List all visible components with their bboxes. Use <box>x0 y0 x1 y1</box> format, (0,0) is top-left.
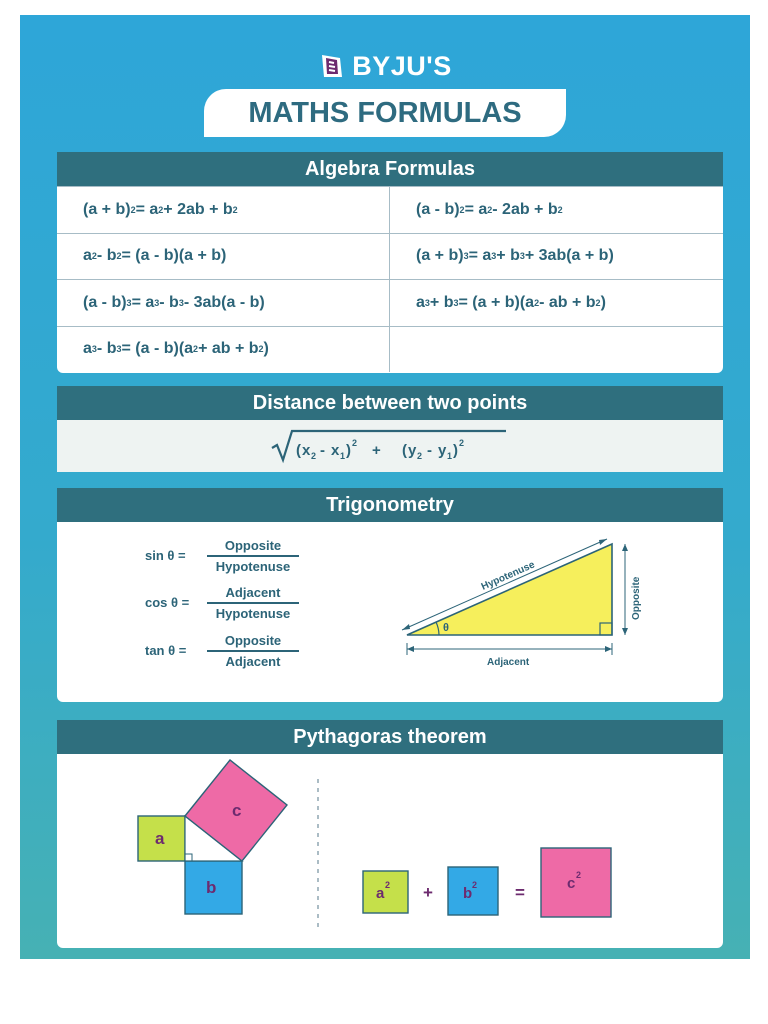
plus-sign: + <box>423 883 433 902</box>
algebra-formula: a 3 - b 3 = (a - b)(a 2 + ab + b 2 ) <box>57 326 390 373</box>
algebra-formula: (a + b) 2 = a 2 + 2ab + b 2 <box>57 186 390 233</box>
y-power: 2 <box>459 438 465 448</box>
distance-heading: Distance between two points <box>57 386 723 420</box>
paren-open: ( <box>296 442 301 459</box>
arrow-head <box>402 624 410 630</box>
right-triangle <box>407 544 612 635</box>
cos-label: cos θ = <box>145 595 190 611</box>
tan-fraction <box>207 633 299 669</box>
cos-denominator: Hypotenuse <box>215 605 291 621</box>
b-squared-power: 2 <box>472 880 478 890</box>
paren-open: ( <box>402 442 407 459</box>
opposite-label: Opposite <box>631 576 642 620</box>
y2-subscript: 2 <box>417 451 423 461</box>
algebra-formula: (a + b) 3 = a 3 + b 3 + 3ab(a + b) <box>390 233 723 280</box>
minus-sign: - <box>320 442 325 459</box>
theta-label: θ <box>443 622 449 634</box>
distance-formula <box>57 420 723 472</box>
pythagoras-heading: Pythagoras theorem <box>57 720 723 754</box>
trigonometry-section <box>57 488 723 702</box>
a-squared-base: a <box>376 885 385 902</box>
distance-section <box>57 386 723 472</box>
c-squared-box <box>541 848 611 917</box>
algebra-section <box>57 152 723 373</box>
label-a: a <box>155 829 165 848</box>
algebra-formula: a 3 + b 3 = (a + b)(a 2 - ab + b 2 ) <box>390 279 723 326</box>
byjus-logo-icon <box>318 52 344 80</box>
adjacent-label: Adjacent <box>487 657 530 668</box>
algebra-heading: Algebra Formulas <box>57 152 723 186</box>
brand-header <box>20 48 750 84</box>
pythagoras-section <box>57 720 723 948</box>
tan-label: tan θ = <box>145 643 187 659</box>
plus-sign: + <box>372 442 381 459</box>
trigonometry-body <box>57 522 723 702</box>
arrow-head <box>622 544 628 551</box>
arrow-head <box>622 628 628 635</box>
c-squared-base: c <box>567 875 576 892</box>
paren-close: ) <box>346 442 351 459</box>
tan-denominator: Adjacent <box>225 653 281 669</box>
sin-denominator: Hypotenuse <box>215 558 291 574</box>
tan-numerator: Opposite <box>224 633 282 648</box>
sin-label: sin θ = <box>145 548 186 564</box>
y1-subscript: 1 <box>447 451 453 461</box>
x-power: 2 <box>352 438 358 448</box>
algebra-formula: (a - b) 2 = a 2 - 2ab + b 2 <box>390 186 723 233</box>
tan-ratio <box>145 633 299 669</box>
cos-ratio <box>145 585 299 621</box>
x2-subscript: 2 <box>311 451 317 461</box>
sin-ratio <box>145 538 299 574</box>
arrow-head <box>599 539 607 545</box>
y1-symbol: y <box>438 442 447 459</box>
c-squared-power: 2 <box>576 870 582 880</box>
algebra-formula: (a - b) 3 = a 3 - b 3 - 3ab(a - b) <box>57 279 390 326</box>
algebra-empty-cell <box>390 326 723 373</box>
minus-sign: - <box>427 442 432 459</box>
poster-title: MATHS FORMULAS <box>204 89 566 137</box>
algebra-grid <box>57 186 723 372</box>
paren-close: ) <box>453 442 458 459</box>
arrow-head <box>605 646 612 652</box>
hypotenuse-label: Hypotenuse <box>479 559 537 593</box>
distance-formula-svg <box>270 428 510 464</box>
poster <box>20 15 750 959</box>
equals-sign: = <box>515 883 525 902</box>
cos-fraction <box>207 585 299 621</box>
sin-fraction <box>207 538 299 574</box>
trigonometry-heading: Trigonometry <box>57 488 723 522</box>
sin-numerator: Opposite <box>224 538 282 553</box>
arrow-head <box>407 646 414 652</box>
pythagoras-diagram <box>57 754 723 948</box>
x2-symbol: x <box>302 442 311 459</box>
algebra-formula: a 2 - b 2 = (a - b)(a + b) <box>57 233 390 280</box>
b-squared-base: b <box>463 885 473 902</box>
x1-symbol: x <box>331 442 340 459</box>
label-b: b <box>206 878 217 897</box>
cos-numerator: Adjacent <box>225 585 281 600</box>
a-squared-box <box>363 871 408 913</box>
pythagoras-body <box>57 754 723 948</box>
y2-symbol: y <box>408 442 417 459</box>
brand-name: BYJU'S <box>352 50 452 81</box>
b-squared-box <box>448 867 498 915</box>
label-c: c <box>232 801 242 820</box>
right-triangle-diagram <box>397 530 642 680</box>
a-squared-power: 2 <box>385 880 391 890</box>
x1-subscript: 1 <box>340 451 346 461</box>
